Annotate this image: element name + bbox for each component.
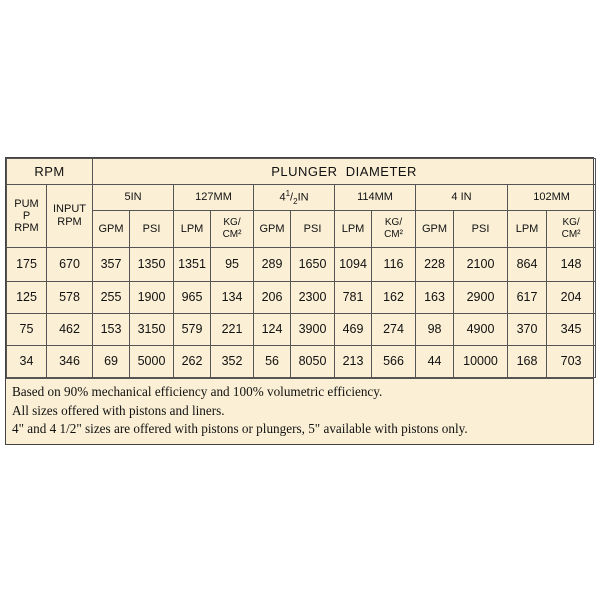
table-cell: 370: [508, 314, 547, 346]
table-cell: 4900: [454, 314, 508, 346]
unit-header: [547, 211, 596, 248]
table-cell: 44: [416, 346, 454, 378]
size-header: 4 IN: [416, 185, 508, 211]
size-label-part: IN: [297, 191, 309, 204]
table-row: [7, 314, 596, 346]
table-cell: 617: [508, 282, 547, 314]
table-cell: 864: [508, 248, 547, 282]
table-cell: 579: [174, 314, 211, 346]
table-cell: 153: [93, 314, 130, 346]
table-cell: 255: [93, 282, 130, 314]
table-row: [7, 346, 596, 378]
table-cell: 10000: [454, 346, 508, 378]
note-line: All sizes offered with pistons and liners.: [12, 402, 225, 418]
table-cell: 352: [211, 346, 254, 378]
table-cell: 2300: [291, 282, 335, 314]
unit-label-line: CM²: [222, 229, 242, 240]
table-cell: 2900: [454, 282, 508, 314]
size-label-part: /: [290, 191, 294, 204]
table-cell: 175: [7, 248, 47, 282]
table-cell: 670: [47, 248, 93, 282]
group-header-row: [7, 159, 596, 185]
table-cell: 163: [416, 282, 454, 314]
size-label-part: 4: [279, 191, 286, 204]
pump-rpm-header: [7, 185, 47, 248]
unit-header: GPM: [254, 211, 291, 248]
unit-header: [372, 211, 416, 248]
table-cell: 221: [211, 314, 254, 346]
unit-label-line: KG/: [223, 217, 241, 228]
table-cell: 228: [416, 248, 454, 282]
size-header: 127MM: [174, 185, 254, 211]
table-cell: 75: [7, 314, 47, 346]
table-cell: 469: [335, 314, 372, 346]
table-cell: 34: [7, 346, 47, 378]
table-cell: 274: [372, 314, 416, 346]
table-cell: 134: [211, 282, 254, 314]
table-cell: 566: [372, 346, 416, 378]
table-cell: 5000: [130, 346, 174, 378]
notes-section: [6, 378, 593, 444]
note-line: Based on 90% mechanical efficiency and 100% volumetric efficiency.: [12, 384, 383, 399]
pump-rpm-label-line: RPM: [14, 222, 39, 234]
size-header: 5IN: [93, 185, 174, 211]
unit-header: LPM: [335, 211, 372, 248]
table-cell: 1900: [130, 282, 174, 314]
table-cell: 213: [335, 346, 372, 378]
table-cell: 703: [547, 346, 596, 378]
table-cell: 1094: [335, 248, 372, 282]
table-cell: 125: [7, 282, 47, 314]
pump-spec-table: [6, 158, 596, 378]
unit-header-row: [7, 211, 596, 248]
table-cell: 357: [93, 248, 130, 282]
size-header-row: [7, 185, 596, 211]
unit-label-line: KG/: [562, 217, 580, 228]
table-cell: 2100: [454, 248, 508, 282]
table-cell: 578: [47, 282, 93, 314]
table-cell: 204: [547, 282, 596, 314]
table-cell: 206: [254, 282, 291, 314]
unit-header: PSI: [454, 211, 508, 248]
rpm-group-header: RPM: [7, 159, 93, 185]
table-cell: 3900: [291, 314, 335, 346]
size-header: 102MM: [508, 185, 596, 211]
table-cell: 462: [47, 314, 93, 346]
table-cell: 1350: [130, 248, 174, 282]
input-rpm-label-line: INPUT: [53, 203, 86, 215]
table-cell: 346: [47, 346, 93, 378]
table-row: [7, 282, 596, 314]
table-cell: 124: [254, 314, 291, 346]
table-cell: 781: [335, 282, 372, 314]
size-label-part: 2: [293, 196, 298, 206]
unit-label-line: CM²: [384, 229, 403, 240]
plunger-diameter-header: PLUNGER DIAMETER: [93, 159, 596, 185]
table-cell: 162: [372, 282, 416, 314]
input-rpm-label-line: RPM: [57, 216, 82, 228]
unit-label-line: CM²: [561, 229, 581, 240]
table-cell: 345: [547, 314, 596, 346]
table-cell: 289: [254, 248, 291, 282]
table-cell: 168: [508, 346, 547, 378]
table-cell: 116: [372, 248, 416, 282]
table-cell: 262: [174, 346, 211, 378]
unit-header: [211, 211, 254, 248]
table-cell: 56: [254, 346, 291, 378]
unit-header: LPM: [174, 211, 211, 248]
pump-rpm-label-line: PUM: [14, 198, 39, 210]
table-row: [7, 248, 596, 282]
table-cell: 3150: [130, 314, 174, 346]
table-cell: 965: [174, 282, 211, 314]
table-cell: 1351: [174, 248, 211, 282]
unit-header: GPM: [93, 211, 130, 248]
input-rpm-header: [47, 185, 93, 248]
size-label-part: 1: [285, 189, 291, 199]
table-cell: 98: [416, 314, 454, 346]
unit-label-line: KG/: [384, 217, 403, 228]
table-cell: 1650: [291, 248, 335, 282]
unit-header: PSI: [130, 211, 174, 248]
table-cell: 95: [211, 248, 254, 282]
size-header: 114MM: [335, 185, 416, 211]
table-cell: 148: [547, 248, 596, 282]
unit-header: PSI: [291, 211, 335, 248]
pump-spec-table-panel: [5, 157, 594, 445]
table-cell: 8050: [291, 346, 335, 378]
pump-rpm-label-line: P: [22, 210, 31, 222]
size-header: [254, 185, 335, 211]
unit-header: LPM: [508, 211, 547, 248]
table-cell: 69: [93, 346, 130, 378]
note-line: 4" and 4 1/2" sizes are offered with pistons or plungers, 5" available with pistons only.: [12, 421, 468, 437]
unit-header: GPM: [416, 211, 454, 248]
